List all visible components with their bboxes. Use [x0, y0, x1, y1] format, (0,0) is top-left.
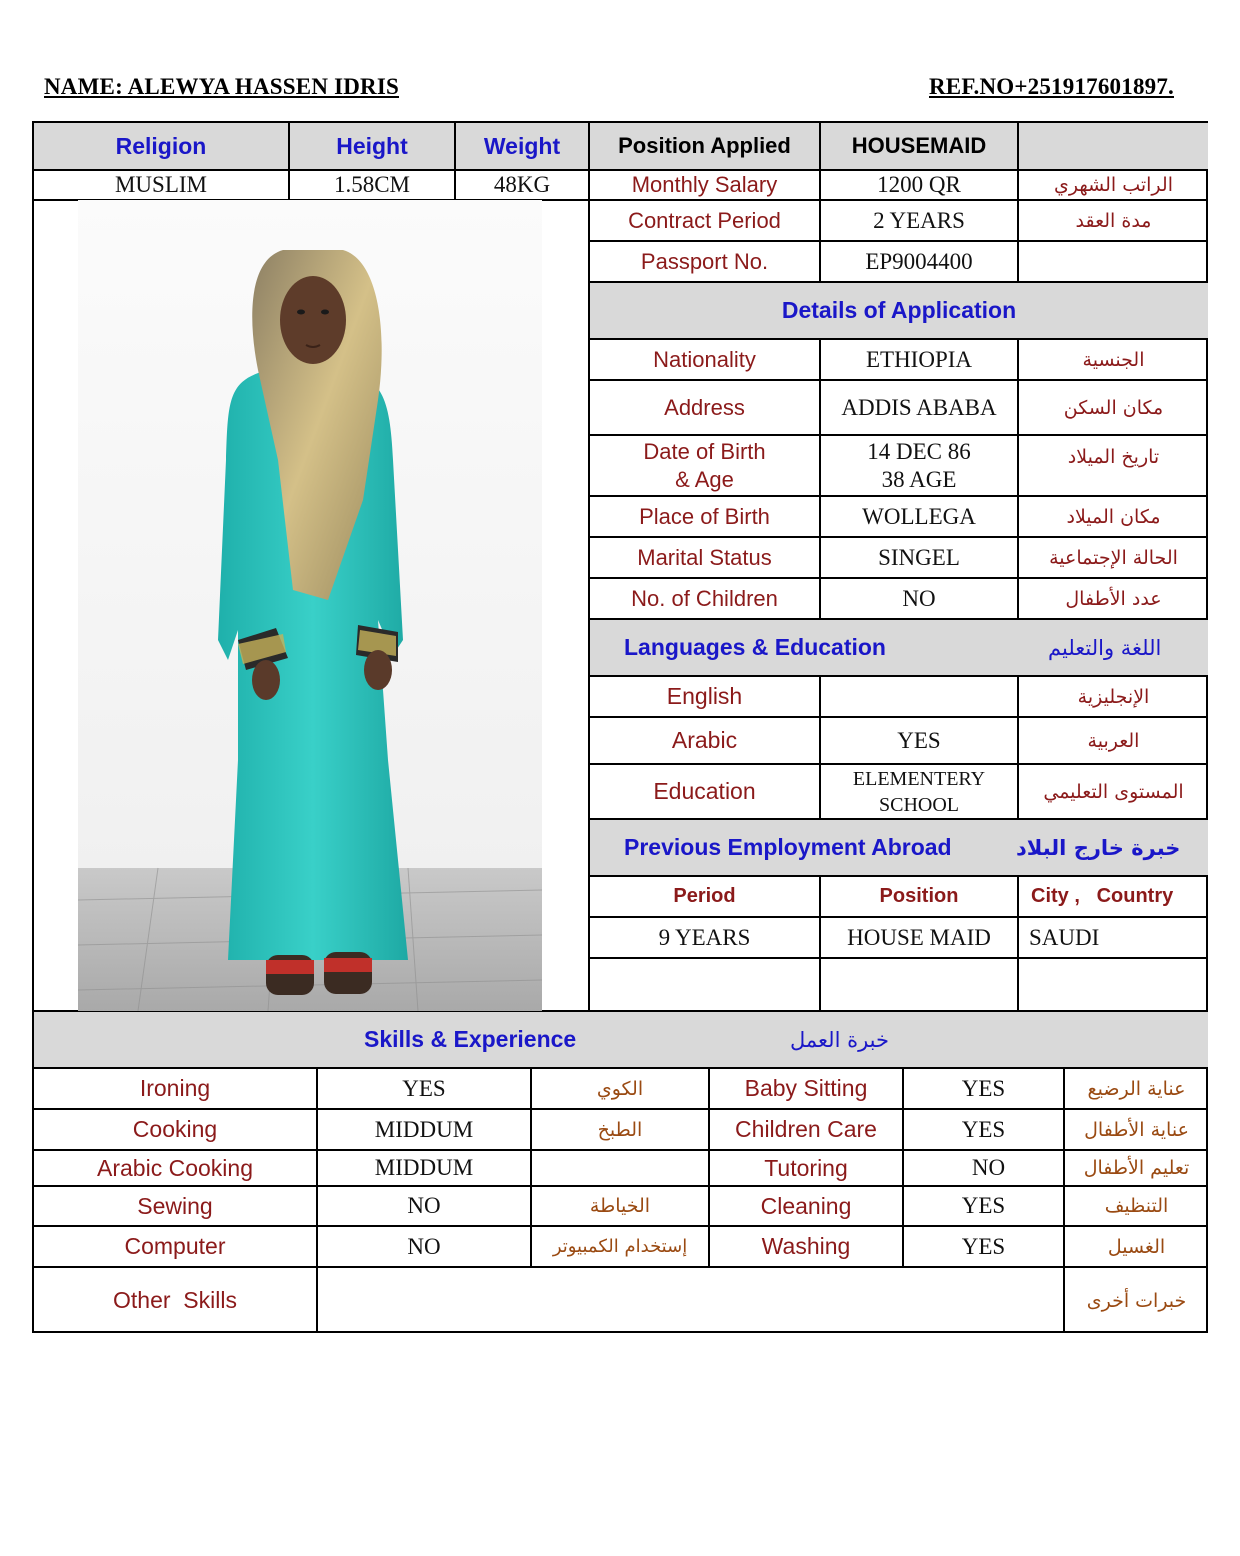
skill-value-cooking: MIDDUM	[318, 1110, 532, 1151]
other-skills-ar: خبرات أخرى	[1086, 1289, 1187, 1312]
passport-ar	[1019, 242, 1208, 283]
contract-period-label: Contract Period	[590, 201, 821, 242]
height-header: Height	[290, 123, 456, 171]
nationality-label: Nationality	[590, 340, 821, 381]
skill-label-cleaning: Cleaning	[710, 1187, 904, 1227]
skill-label-tutoring: Tutoring	[710, 1151, 904, 1187]
marital-value: SINGEL	[821, 538, 1019, 579]
english-ar: الإنجليزية	[1019, 677, 1208, 718]
employment-col-country: City , Country	[1019, 877, 1208, 918]
employment-title-ar: خبرة خارج البلاد	[1016, 835, 1181, 860]
arabic-label: Arabic	[590, 718, 821, 765]
salary-label: Monthly Salary	[590, 171, 821, 201]
weight-value: 48KG	[456, 171, 590, 201]
employment-empty-row-cell	[590, 959, 821, 1012]
employment-empty-row-cell	[1019, 959, 1208, 1012]
children-label: No. of Children	[590, 579, 821, 620]
position-applied-value: HOUSEMAID	[821, 123, 1019, 171]
education-value	[821, 765, 1019, 820]
languages-title: Languages & Education	[624, 634, 886, 660]
skill-label-baby-sitting: Baby Sitting	[710, 1069, 904, 1110]
employment-section-title	[590, 820, 1208, 877]
skill-value-computer: NO	[318, 1227, 532, 1268]
skill-value-tutoring: NO	[904, 1151, 1065, 1187]
english-value	[821, 677, 1019, 718]
marital-ar: الحالة الإجتماعية	[1019, 538, 1208, 579]
skill-ar-washing: الغسيل	[1065, 1227, 1208, 1268]
skill-ar-baby-sitting: عناية الرضيع	[1065, 1069, 1208, 1110]
languages-title-ar: اللغة والتعليم	[1048, 635, 1162, 660]
dob-date: 14 DEC 86	[867, 438, 971, 464]
skill-ar-cooking: الطبخ	[532, 1110, 710, 1151]
employment-title: Previous Employment Abroad	[624, 834, 952, 860]
address-value: ADDIS ABABA	[821, 381, 1019, 436]
skill-label-ironing: Ironing	[34, 1069, 318, 1110]
position-ar-blank	[1019, 123, 1208, 171]
skill-value-baby-sitting: YES	[904, 1069, 1065, 1110]
skill-ar-ironing: الكوي	[532, 1069, 710, 1110]
skill-ar-tutoring: تعليم الأطفال	[1065, 1151, 1208, 1187]
contract-period-ar: مدة العقد	[1019, 201, 1208, 242]
education-value-line2: SCHOOL	[878, 793, 959, 816]
education-value-line1: ELEMENTERY	[852, 767, 986, 790]
skill-ar-arabic-cooking	[532, 1151, 710, 1187]
birthplace-label: Place of Birth	[590, 497, 821, 538]
languages-section-title	[590, 620, 1208, 677]
education-label: Education	[590, 765, 821, 820]
children-ar: عدد الأطفال	[1019, 579, 1208, 620]
skill-ar-cleaning: التنظيف	[1065, 1187, 1208, 1227]
dob-value	[821, 436, 1019, 497]
reference-number: REF.NO+251917601897.	[929, 74, 1174, 99]
dob-age: 38 AGE	[881, 466, 957, 492]
religion-value: MUSLIM	[34, 171, 290, 201]
skill-label-children-care: Children Care	[710, 1110, 904, 1151]
dob-label-line1: Date of Birth	[643, 438, 766, 464]
children-value: NO	[821, 579, 1019, 620]
dob-label-line2: & Age	[675, 466, 734, 492]
skill-value-sewing: NO	[318, 1187, 532, 1227]
dob-label	[590, 436, 821, 497]
details-section-title: Details of Application	[590, 283, 1208, 340]
employment-position-value: HOUSE MAID	[821, 918, 1019, 959]
education-ar: المستوى التعليمي	[1019, 765, 1208, 820]
skill-value-arabic-cooking: MIDDUM	[318, 1151, 532, 1187]
skill-label-computer: Computer	[34, 1227, 318, 1268]
dob-ar: تاريخ الميلاد	[1019, 436, 1208, 497]
arabic-value: YES	[821, 718, 1019, 765]
salary-ar: الراتب الشهري	[1019, 171, 1208, 201]
salary-value: 1200 QR	[821, 171, 1019, 201]
contract-period-value: 2 YEARS	[821, 201, 1019, 242]
religion-header: Religion	[34, 123, 290, 171]
skill-ar-children-care: عناية الأطفال	[1065, 1110, 1208, 1151]
weight-header: Weight	[456, 123, 590, 171]
passport-value: EP9004400	[821, 242, 1019, 283]
passport-label: Passport No.	[590, 242, 821, 283]
skill-value-washing: YES	[904, 1227, 1065, 1268]
address-label: Address	[590, 381, 821, 436]
skill-value-children-care: YES	[904, 1110, 1065, 1151]
height-value: 1.58CM	[290, 171, 456, 201]
employment-col-position: Position	[821, 877, 1019, 918]
nationality-value: ETHIOPIA	[821, 340, 1019, 381]
birthplace-value: WOLLEGA	[821, 497, 1019, 538]
employment-period-value: 9 YEARS	[590, 918, 821, 959]
skill-label-sewing: Sewing	[34, 1187, 318, 1227]
candidate-name: NAME: ALEWYA HASSEN IDRIS	[44, 74, 399, 99]
skill-ar-sewing: الخياطة	[532, 1187, 710, 1227]
skills-title-ar: خبرة العمل	[790, 1027, 889, 1052]
employment-country-value: SAUDI	[1019, 918, 1208, 959]
skill-value-ironing: YES	[318, 1069, 532, 1110]
skill-value-cleaning: YES	[904, 1187, 1065, 1227]
candidate-photo	[78, 200, 542, 1011]
skill-label-arabic-cooking: Arabic Cooking	[34, 1151, 318, 1187]
skills-title: Skills & Experience	[364, 1026, 577, 1052]
nationality-ar: الجنسية	[1019, 340, 1208, 381]
skills-section-title	[34, 1012, 1208, 1069]
english-label: English	[590, 677, 821, 718]
address-ar: مكان السكن	[1019, 381, 1208, 436]
employment-col-period: Period	[590, 877, 821, 918]
other-skills-label: Other Skills	[34, 1268, 318, 1333]
position-applied-label: Position Applied	[590, 123, 821, 171]
birthplace-ar: مكان الميلاد	[1019, 497, 1208, 538]
employment-empty-row-cell	[821, 959, 1019, 1012]
skill-label-washing: Washing	[710, 1227, 904, 1268]
arabic-ar: العربية	[1019, 718, 1208, 765]
other-skills-value	[318, 1268, 1065, 1333]
skill-ar-computer: إستخدام الكمبيوتر	[532, 1227, 710, 1268]
skill-label-cooking: Cooking	[34, 1110, 318, 1151]
marital-label: Marital Status	[590, 538, 821, 579]
